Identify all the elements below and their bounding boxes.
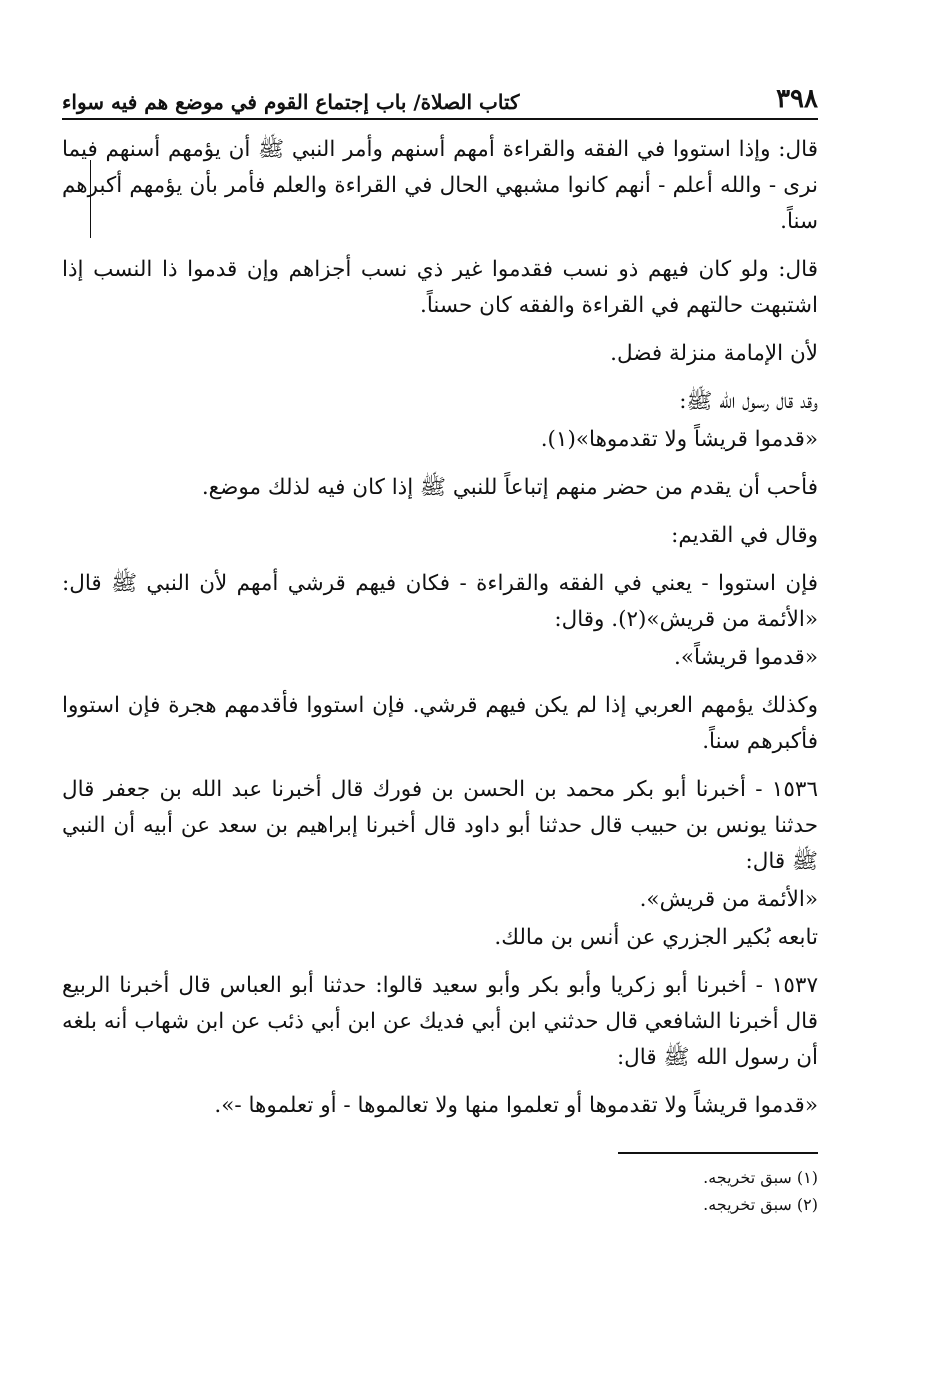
hadith-quote: «الأئمة من قريش».	[639, 887, 818, 912]
hadith-quote: «قدموا قريشاً ولا تقدموها أو تعلموا منها ولا تعالموها - أو تعلموها -».	[214, 1093, 818, 1118]
paragraph: تابعه بُكير الجزري عن أنس بن مالك.	[494, 925, 818, 950]
footnote: (٢) سبق تخريجه.	[703, 1195, 818, 1214]
hadith-quote: «قدموا قريشاً».	[674, 645, 818, 670]
paragraph: قال: وإذا استووا في الفقه والقراءة أمهم أسنهم وأمر النبي ﷺ أن يؤمهم أسنهم فيما نرى - والله أعلم - أنهم كانوا مشبهي الحال في القراءة والعلم فأمر بأن يؤمهم أكبرهم سناً.	[62, 137, 818, 234]
paragraph: وقد قال رسول الله ﷺ:	[679, 389, 818, 414]
hadith-1536: ١٥٣٦ - أخبرنا أبو بكر محمد بن الحسن بن فورك قال أخبرنا عبد الله بن جعفر قال حدثنا يونس بن حبيب قال حدثنا أبو داود قال أخبرنا إبراهيم بن سعد عن أبيه أن النبي ﷺ قال:	[62, 777, 818, 874]
page-number: ٣٩٨	[776, 84, 818, 114]
paragraph: فأحب أن يقدم من حضر منهم إتباعاً للنبي ﷺ إذا كان فيه لذلك موضع.	[201, 475, 818, 500]
paragraph: قال: ولو كان فيهم ذو نسب فقدموا غير ذي نسب أجزاهم وإن قدموا ذا النسب إذا اشتبهت حالتهم في القراءة والفقه كان حسناً.	[62, 257, 818, 318]
footnotes	[62, 1164, 818, 1218]
paragraph: فإن استووا - يعني في الفقه والقراءة - فكان فيهم قرشي أمهم لأن النبي ﷺ قال: «الأئمة من قريش»(٢). وقال:	[62, 571, 818, 632]
footnote-divider	[618, 1152, 818, 1154]
hadith-1537: ١٥٣٧ - أخبرنا أبو زكريا وأبو بكر وأبو سعيد قالوا: حدثنا أبو العباس قال أخبرنا الربيع قال أخبرنا الشافعي قال حدثني ابن أبي فديك عن ابن أبي ذئب عن ابن شهاب أنه بلغه أن رسول الله ﷺ قال:	[62, 973, 818, 1070]
book-page	[62, 70, 818, 1218]
hadith-quote: «قدموا قريشاً ولا تقدموها»(١).	[540, 427, 818, 452]
page-body	[62, 132, 818, 1124]
paragraph: لأن الإمامة منزلة فضل.	[610, 341, 818, 366]
footnote: (١) سبق تخريجه.	[703, 1168, 818, 1187]
paragraph: وكذلك يؤمهم العربي إذا لم يكن فيهم قرشي. فإن استووا فأقدمهم هجرة فإن استووا فأكبرهم سناً.	[62, 693, 818, 754]
page-header	[62, 70, 818, 120]
running-title: كتاب الصلاة/ باب إجتماع القوم في موضع هم فيه سواء	[62, 90, 520, 114]
paragraph: وقال في القديم:	[671, 523, 818, 548]
margin-bracket-mark	[90, 160, 99, 238]
